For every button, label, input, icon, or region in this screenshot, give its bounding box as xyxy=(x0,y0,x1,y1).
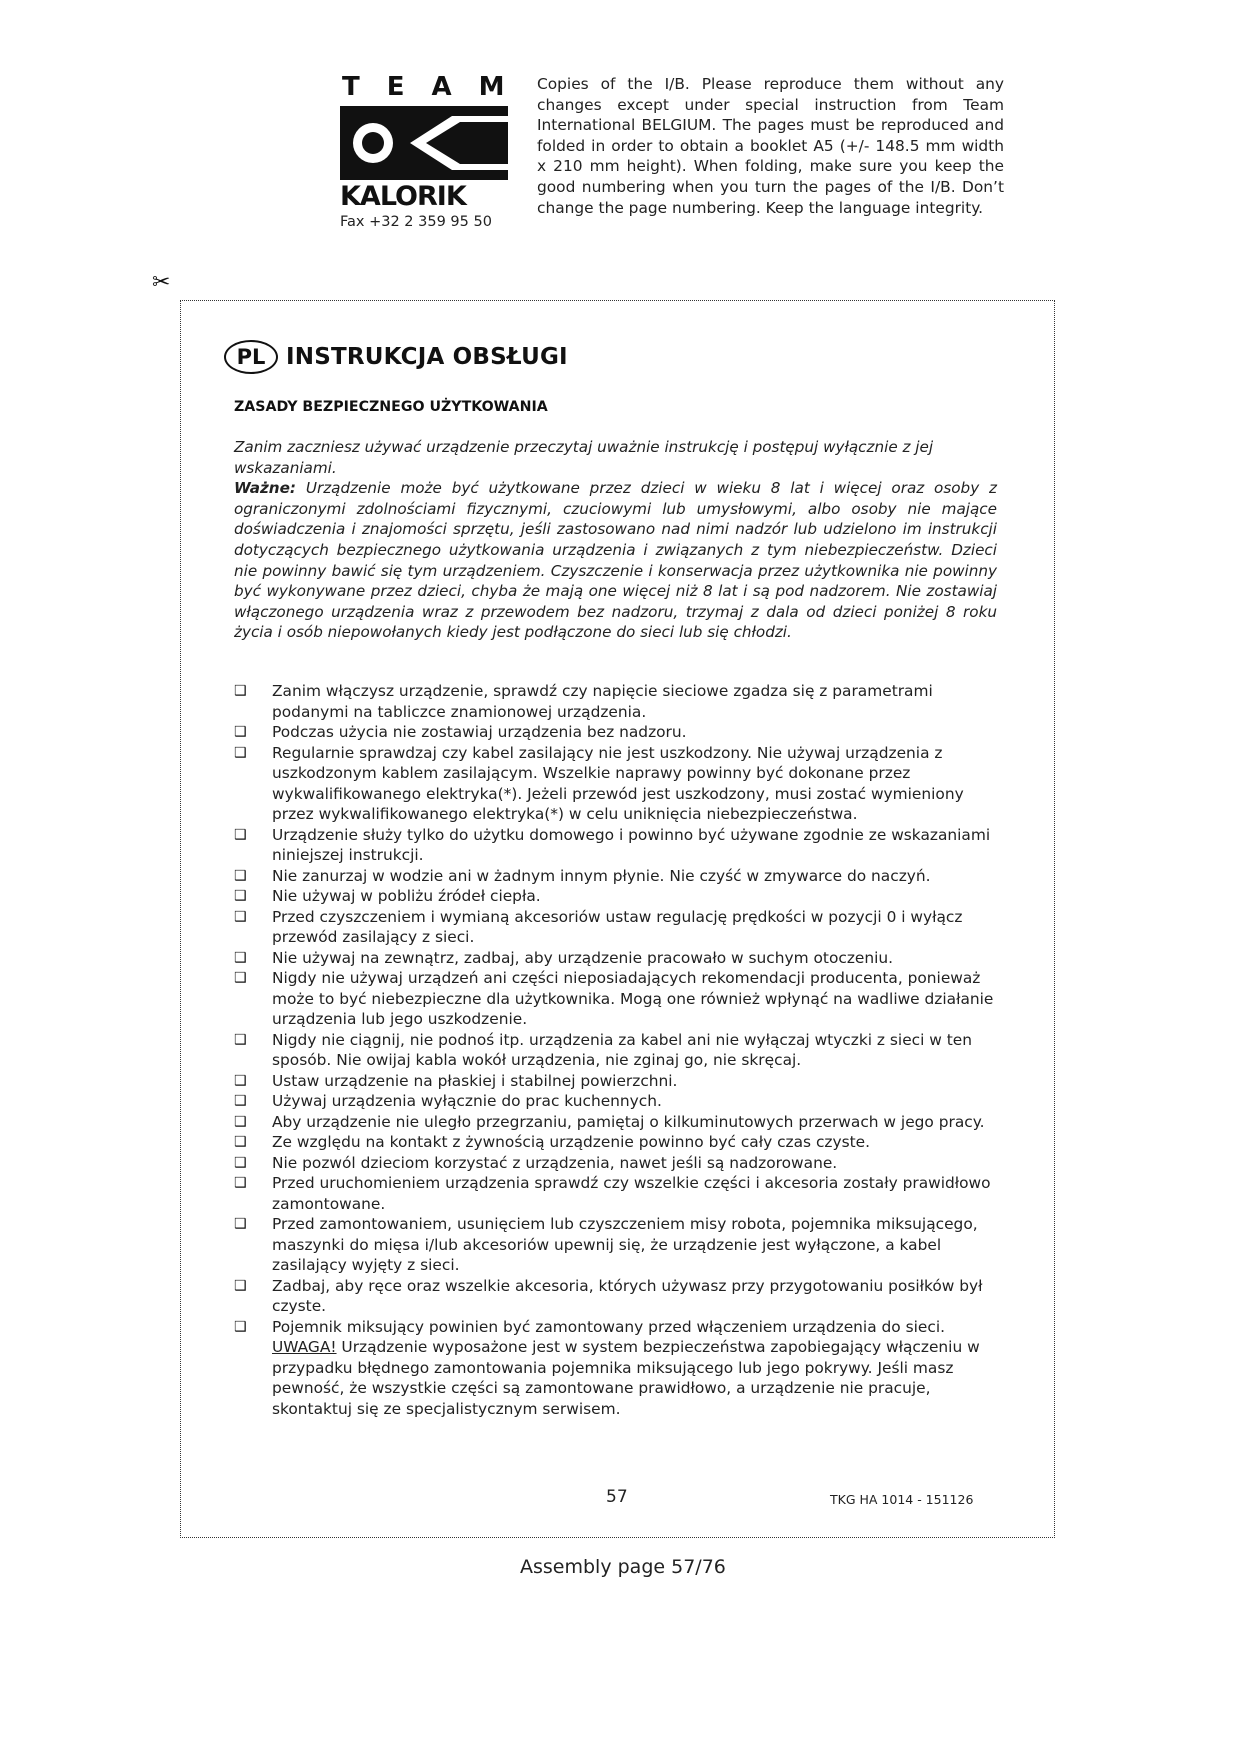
logo-team-text: TEAM xyxy=(342,72,532,102)
important-label: Ważne: xyxy=(234,479,296,498)
checkbox-icon: ❑ xyxy=(234,744,247,761)
list-item: ❑ Nie pozwól dzieciom korzystać z urządzenia, nawet jeśli są nadzorowane. xyxy=(234,1153,838,1172)
reproduction-instructions: Copies of the I/B. Please reproduce them without any changes except under special instruction from Team International BELGIUM. The pages must be reproduced and folded in order to obtain a booklet A5 (+/- 148.5 mm width x 210 mm height). When folding, make sure you keep the good numbering when you turn the pages of the I/B. Don’t change the page numbering. Keep the language integrity. xyxy=(537,75,1004,217)
checkbox-icon: ❑ xyxy=(234,1175,247,1191)
intro-paragraph: Zanim zaczniesz używać urządzenie przeczytaj uważnie instrukcję i postępuj wyłącznie z jej wskazaniami. xyxy=(234,438,934,477)
list-item: ❑ Nigdy nie ciągnij, nie podnoś itp. urządzenia za kabel ani nie wyłączaj wtyczki z sieci w ten sposób. Nie owijaj kabla wokół urządzenia, nie zginaj go, nie skręcaj. xyxy=(234,1030,973,1069)
checkbox-icon: ❑ xyxy=(234,1216,247,1232)
language-badge: PL xyxy=(224,340,278,374)
safety-list xyxy=(234,681,1004,1419)
kalorik-logo xyxy=(340,72,532,230)
list-item: ❑ Urządzenie służy tylko do użytku domowego i powinno być używane zgodnie ze wskazaniami niniejszej instrukcji. xyxy=(234,825,991,864)
checkbox-icon: ❑ xyxy=(234,1072,247,1089)
list-item: ❑ Aby urządzenie nie uległo przegrzaniu, pamiętaj o kilkuminutowych przerwach w jego pracy. xyxy=(234,1112,985,1131)
assembly-page-label: Assembly page 57/76 xyxy=(520,1556,726,1578)
checkbox-icon: ❑ xyxy=(234,888,247,904)
checkbox-icon: ❑ xyxy=(234,949,247,966)
checkbox-icon: ❑ xyxy=(234,908,247,925)
list-item: ❑ Przed uruchomieniem urządzenia sprawdź czy wszelkie części i akcesoria zostały prawidłowo zamontowane. xyxy=(234,1174,991,1213)
checkbox-icon: ❑ xyxy=(234,970,247,986)
checkbox-icon: ❑ xyxy=(234,1093,247,1109)
list-item: ❑ Regularnie sprawdzaj czy kabel zasilający nie jest uszkodzony. Nie używaj urządzenia z uszkodzonym kablem zasilającym. Wszelkie naprawy powinny być dokonane przez wykwalifikowanego elektryka(*). Jeżeli przewód jest uszkodzony, musi zostać wymieniony przez wykwalifikowanego elektryka(*) w celu uniknięcia niebezpieczeństwa. xyxy=(234,743,964,823)
list-item: ❑ Zadbaj, aby ręce oraz wszelkie akcesoria, których używasz przy przygotowaniu posiłków był czyste. xyxy=(234,1276,983,1315)
checkbox-icon: ❑ xyxy=(234,683,247,699)
checkbox-icon: ❑ xyxy=(234,867,247,884)
important-paragraph xyxy=(234,478,997,643)
list-item: ❑ Nigdy nie używaj urządzeń ani części nieposiadających rekomendacji producenta, ponieważ może to być niebezpieczne dla użytkownika. Mogą one również wpłynąć na wadliwe działanie urządzenia lub jego uszkodzenie. xyxy=(234,969,994,1028)
list-item: ❑ Używaj urządzenia wyłącznie do prac kuchennych. xyxy=(234,1092,662,1110)
checkbox-icon: ❑ xyxy=(234,1277,247,1294)
manual-heading xyxy=(224,340,568,374)
list-item: ❑ Przed zamontowaniem, usunięciem lub czyszczeniem misy robota, pojemnika miksującego, maszynki do mięsa i/lub akcesoriów upewnij się, że urządzenie jest wyłączone, a kabel zasilający wyjęty z sieci. xyxy=(234,1215,978,1274)
checkbox-icon: ❑ xyxy=(234,724,247,740)
list-item: ❑ Podczas użycia nie zostawiaj urządzenia bez nadzoru. xyxy=(234,723,687,741)
logo-brand-text: KALORIK xyxy=(340,181,466,212)
section-title: ZASADY BEZPIECZNEGO UŻYTKOWANIA xyxy=(234,399,548,415)
checkbox-icon: ❑ xyxy=(234,1134,247,1150)
scissors-icon: ✂ xyxy=(152,270,171,295)
warning-label: UWAGA! xyxy=(272,1338,337,1356)
important-text: Urządzenie może być użytkowane przez dzieci w wieku 8 lat i więcej oraz osoby z ograniczonymi zdolnościami fizycznymi, czuciowymi lub umysłowymi, albo osoby nie mające doświadczenia i znajomości sprzętu, jeśli zastosowano nad nimi nadzór lub udzielono im instrukcji dotyczących bezpiecznego użytkowania urządzenia i związanych z tym niebezpieczeństw. Dzieci nie powinny bawić się tym urządzeniem. Czyszczenie i konserwacja przez użytkownika nie powinny być wykonywane przez dzieci, chyba że mają one więcej niż 8 lat i są pod nadzorem. Nie zostawiaj włączonego urządzenia wraz z przewodem bez nadzoru, trzymaj z dala od dzieci poniżej 8 roku życia i osób niepowołanych kiedy jest podłączone do sieci lub się chłodzi. xyxy=(234,479,997,642)
checkbox-icon: ❑ xyxy=(234,1031,247,1048)
checkbox-icon: ❑ xyxy=(234,826,247,843)
kalorik-k-icon xyxy=(340,106,508,180)
list-item: ❑ Nie używaj na zewnątrz, zadbaj, aby urządzenie pracowało w suchym otoczeniu. xyxy=(234,948,894,967)
list-item: ❑ Ustaw urządzenie na płaskiej i stabilnej powierzchni. xyxy=(234,1071,678,1090)
list-item: ❑ Nie zanurzaj w wodzie ani w żadnym innym płynie. Nie czyść w zmywarce do naczyń. xyxy=(234,866,931,885)
list-item: ❑ Nie używaj w pobliżu źródeł ciepła. xyxy=(234,887,541,905)
page-number: 57 xyxy=(606,1487,628,1507)
checkbox-icon: ❑ xyxy=(234,1318,247,1335)
checkbox-icon: ❑ xyxy=(234,1113,247,1130)
list-item: ❑ Zanim włączysz urządzenie, sprawdź czy napięcie sieciowe zgadza się z parametrami podanymi na tabliczce znamionowej urządzenia. xyxy=(234,682,933,721)
list-item: ❑ Ze względu na kontakt z żywnością urządzenie powinno być cały czas czyste. xyxy=(234,1133,871,1151)
document-code: TKG HA 1014 - 151126 xyxy=(830,1492,974,1507)
intro-text xyxy=(234,437,997,643)
page-title: INSTRUKCJA OBSŁUGI xyxy=(286,344,568,370)
list-item: ❑ Pojemnik miksujący powinien być zamontowany przed włączeniem urządzenia do sieci. UWAGA! Urządzenie wyposażone jest w system bezpieczeństwa zapobiegający włączeniu w przypadku błędnego zamontowania pojemnika miksującego lub jego pokrywy. Jeśli masz pewność, że wszystkie części są zamontowane prawidłowo, a urządzenie nie pracuje, skontaktuj się ze specjalistycznym serwisem. xyxy=(234,1317,980,1418)
fax-number: Fax +32 2 359 95 50 xyxy=(340,214,492,230)
list-item: ❑ Przed czyszczeniem i wymianą akcesoriów ustaw regulację prędkości w pozycji 0 i wyłącz przewód zasilający z sieci. xyxy=(234,907,963,946)
checkbox-icon: ❑ xyxy=(234,1154,247,1171)
